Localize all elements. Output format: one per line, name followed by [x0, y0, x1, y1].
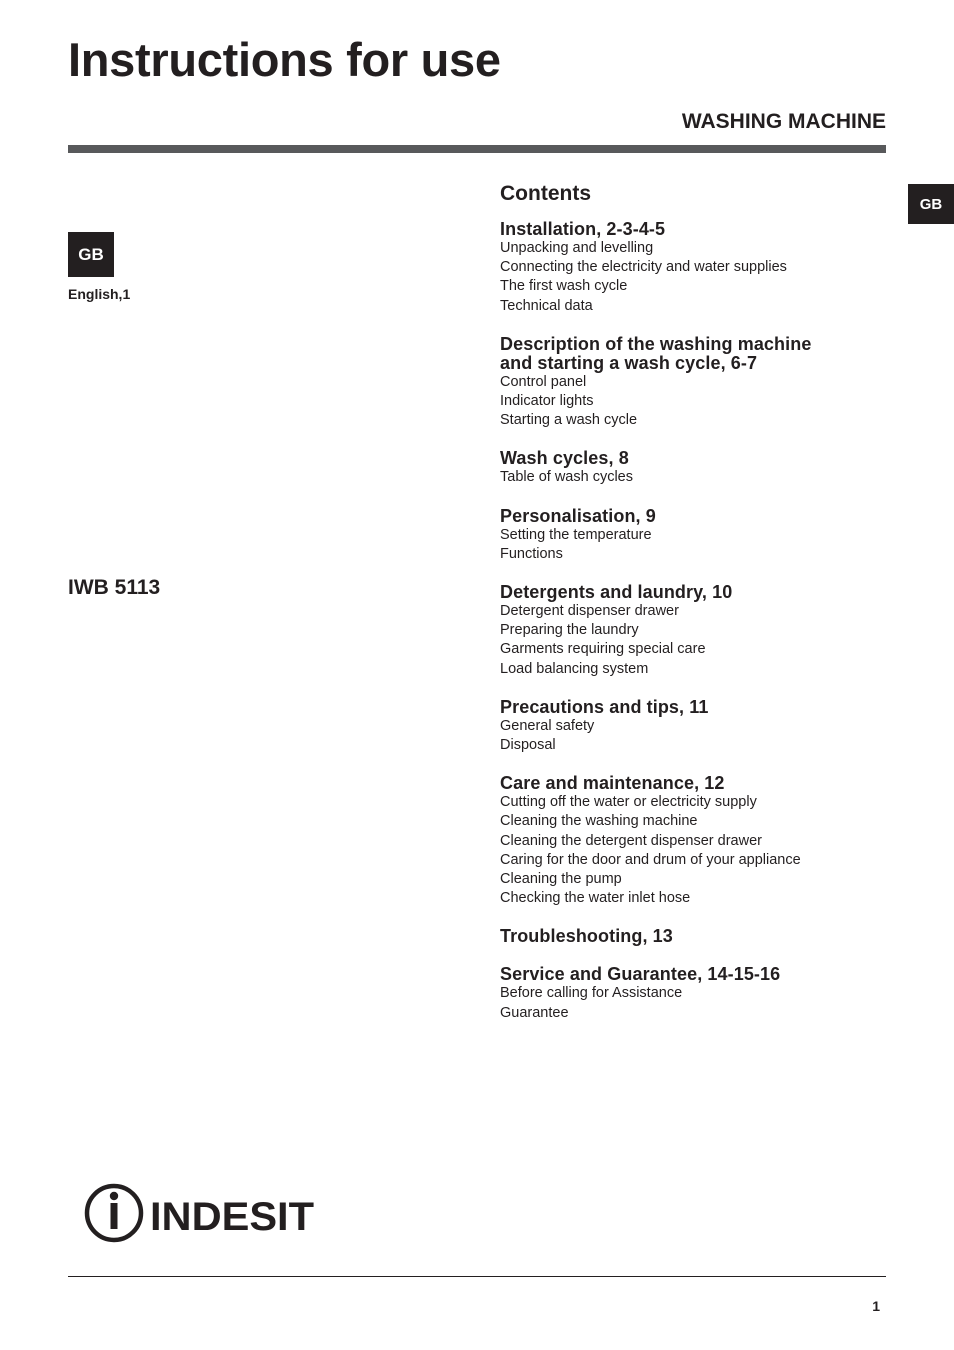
indesit-i-logo-icon	[87, 1186, 141, 1240]
toc-section	[500, 335, 900, 431]
document-subtitle: WASHING MACHINE	[681, 110, 886, 133]
toc-item: Cleaning the washing machine	[500, 813, 698, 830]
toc-item: Preparing the laundry	[500, 622, 639, 639]
header-divider	[68, 145, 886, 153]
toc-section	[500, 507, 900, 564]
toc-item: Guarantee	[500, 1004, 569, 1021]
toc-item: The first wash cycle	[500, 278, 628, 295]
page-title: Instructions for use	[68, 33, 501, 86]
toc-item: Disposal	[500, 737, 556, 754]
toc-item: Before calling for Assistance	[500, 985, 683, 1002]
footer-divider	[68, 1276, 886, 1277]
contents-title: Contents	[500, 182, 591, 205]
toc-item: Functions	[500, 545, 563, 562]
toc-item: Indicator lights	[500, 393, 594, 410]
toc-section-heading: Description of the washing machine	[500, 333, 812, 354]
toc-item: Detergent dispenser drawer	[500, 603, 679, 620]
toc-section	[500, 927, 900, 946]
toc-section	[500, 220, 900, 316]
side-language-tab: GB	[908, 184, 954, 224]
toc-sections	[500, 220, 900, 1023]
toc-item: Starting a wash cycle	[500, 412, 638, 429]
toc-section	[500, 449, 900, 487]
toc-item: Setting the temperature	[500, 526, 652, 543]
toc-section-heading: Service and Guarantee, 14-15-16	[500, 964, 781, 985]
toc-section-heading: Precautions and tips, 11	[500, 696, 709, 717]
toc-item: Technical data	[500, 297, 593, 314]
toc-item: Caring for the door and drum of your appliance	[500, 851, 801, 868]
toc-section	[500, 965, 900, 1022]
toc-item: Cleaning the detergent dispenser drawer	[500, 832, 762, 849]
table-of-contents	[500, 178, 900, 1042]
toc-item: Checking the water inlet hose	[500, 890, 691, 907]
toc-item: Unpacking and levelling	[500, 240, 654, 256]
toc-item: Control panel	[500, 373, 587, 390]
toc-section-heading: Wash cycles, 8	[500, 448, 629, 469]
toc-section	[500, 774, 900, 908]
toc-section-heading: Troubleshooting, 13	[500, 926, 673, 947]
indesit-logo	[84, 1182, 320, 1244]
page-number: 1	[872, 1298, 880, 1314]
toc-section-heading: Installation, 2-3-4-5	[500, 219, 666, 239]
toc-section-heading: and starting a wash cycle, 6-7	[500, 352, 758, 373]
toc-item: Cleaning the pump	[500, 871, 622, 888]
toc-item: Cutting off the water or electricity supply	[500, 794, 757, 811]
toc-section-heading: Care and maintenance, 12	[500, 773, 725, 794]
toc-item: Connecting the electricity and water supplies	[500, 259, 787, 276]
toc-item: Load balancing system	[500, 660, 649, 677]
toc-section	[500, 583, 900, 679]
language-badge: GB	[68, 232, 114, 277]
logo-wordmark: INDESIT	[150, 1195, 314, 1239]
toc-item: Table of wash cycles	[500, 469, 633, 486]
toc-item: Garments requiring special care	[500, 641, 706, 658]
model-number: IWB 5113	[68, 576, 161, 599]
toc-item: General safety	[500, 717, 595, 734]
toc-section	[500, 698, 900, 755]
language-label: English,1	[68, 286, 131, 302]
toc-section-heading: Personalisation, 9	[500, 505, 656, 526]
toc-section-heading: Detergents and laundry, 10	[500, 582, 733, 603]
